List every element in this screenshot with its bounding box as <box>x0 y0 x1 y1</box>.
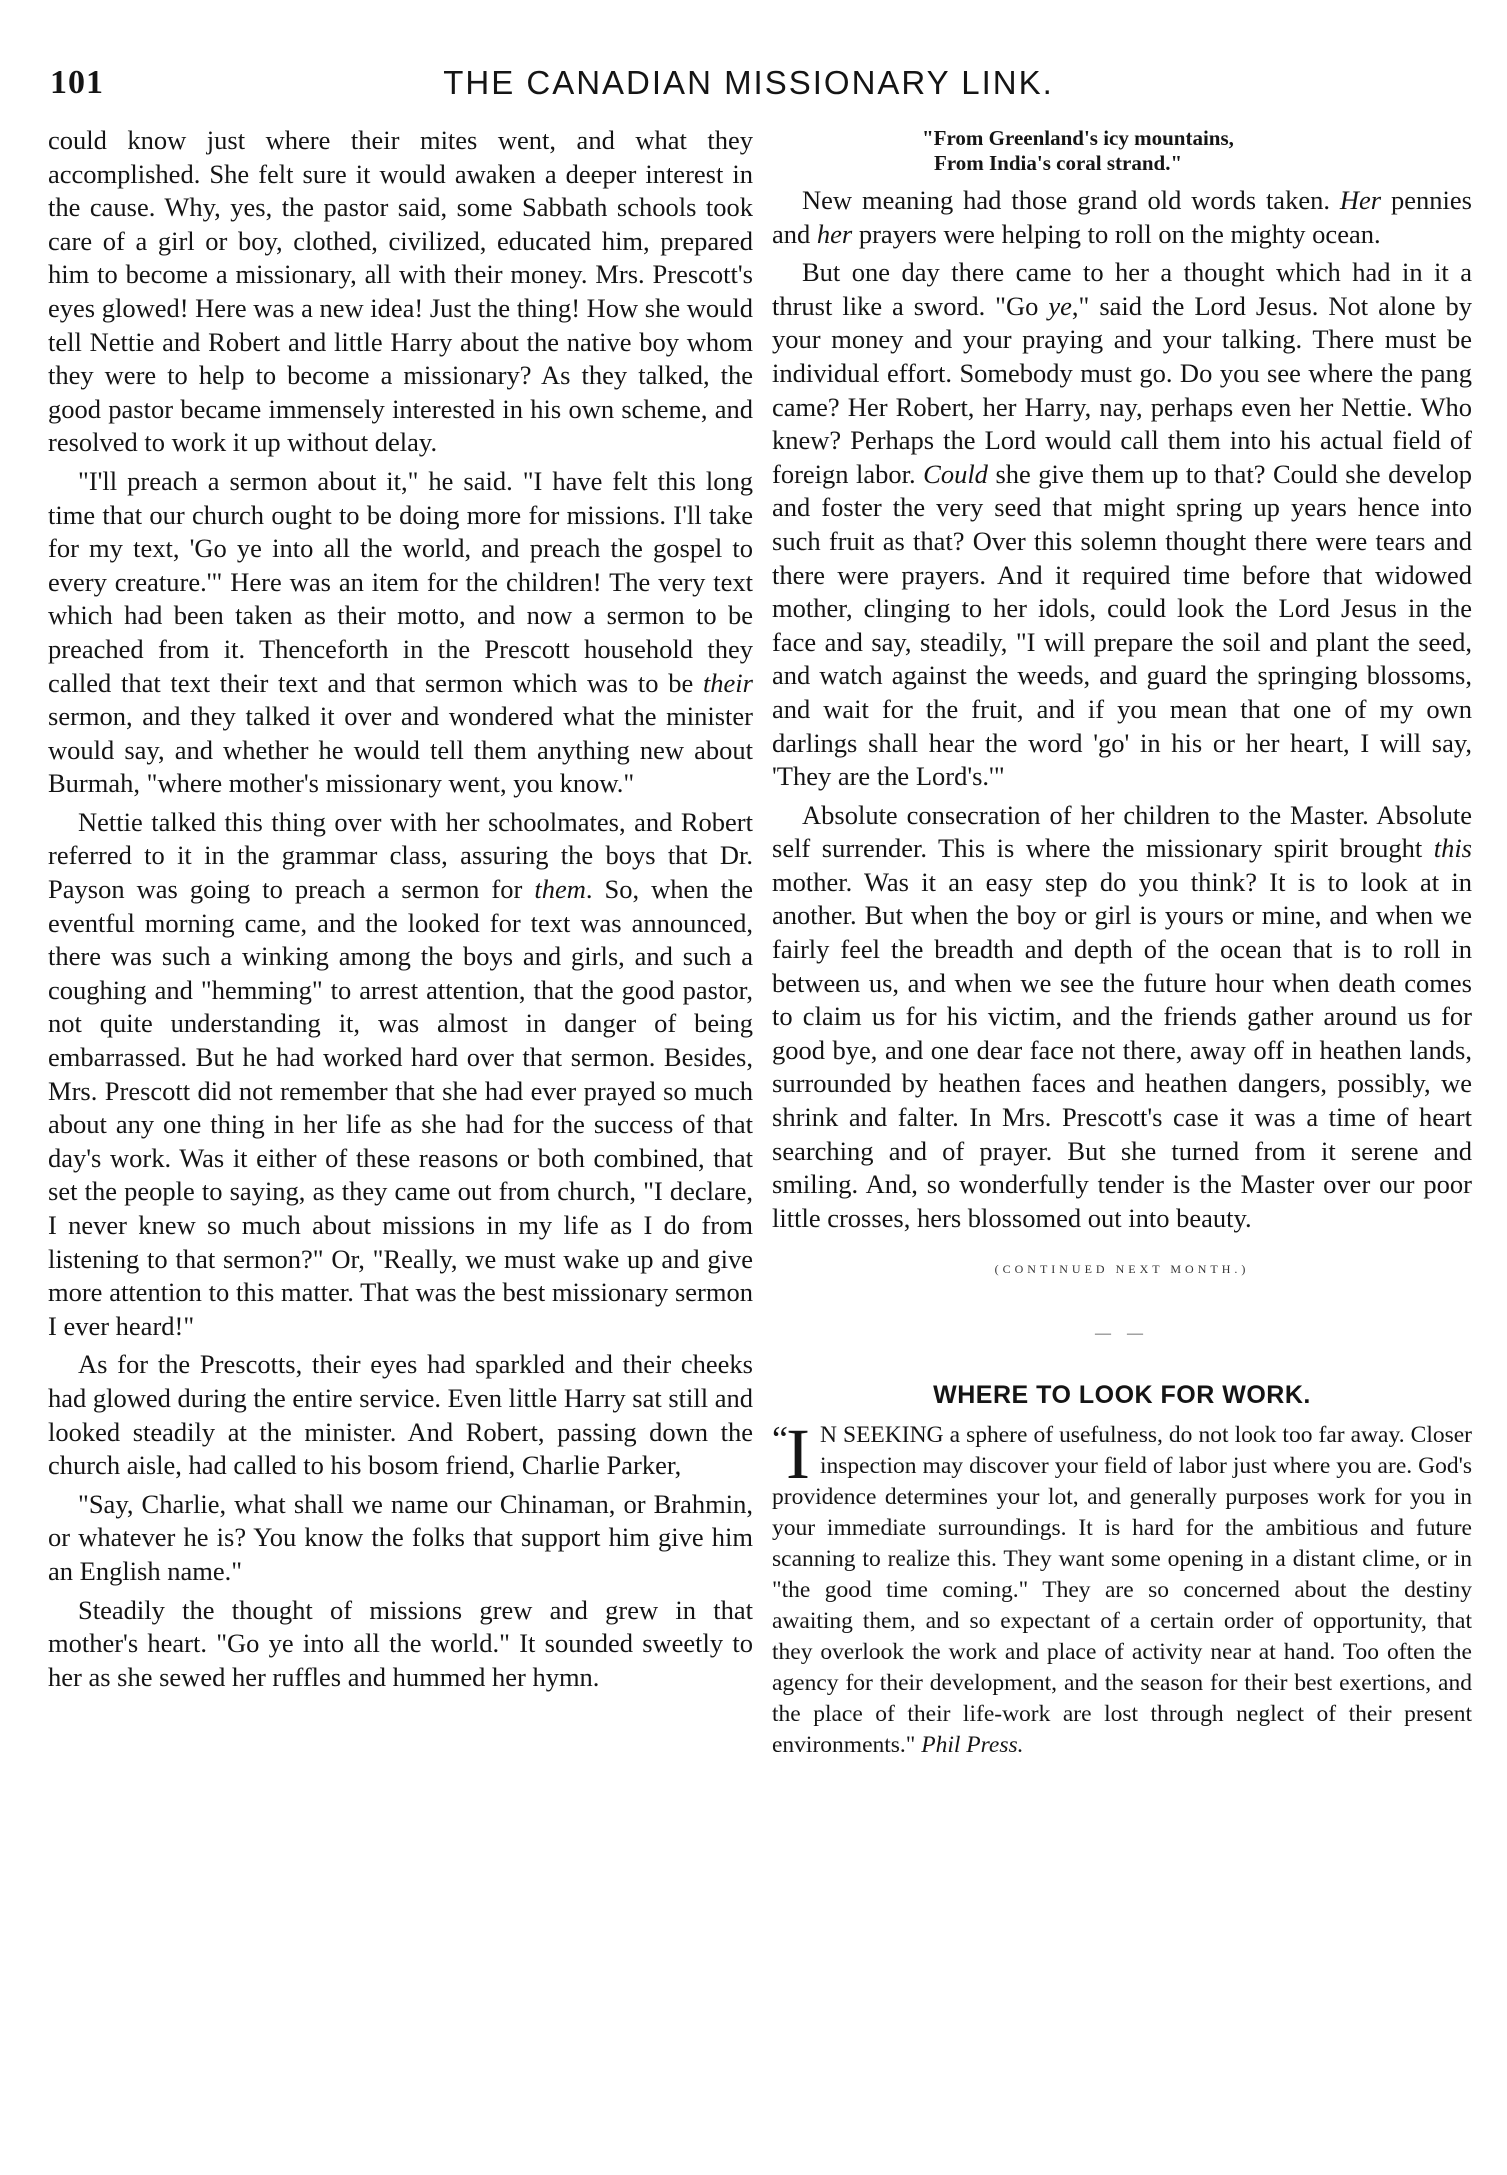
poem-line-1: "From Greenland's icy mountains, <box>922 126 1234 150</box>
right-paragraph-3-text: Absolute consecration of her children to the Master. Absolute self surrender. This is where the missionary spirit brought <box>772 799 1472 864</box>
right-paragraph-2-text: But one day there came to her a thought which had in it a thrust like a sword. "Go <box>772 257 1472 321</box>
left-column <box>48 124 753 1694</box>
poem-quote <box>772 126 1472 176</box>
article-2-body: N SEEKING a sphere of usefulness, do not look too far away. Closer inspection may discover your field of labor just where you are. God's providence determines your lot, and generally purposes work for you in your immediate surroundings. It is hard for the ambitious and future scanning to realize this. They want some opening in a distant clime, or in "the good time coming." They are so concerned about the destiny awaiting them, and so expectant of a certain order of opportunity, that they overlook the work and place of activity near at hand. Too often the agency for their development, and the season for their best exertions, and the place of their life-work are lost through neglect of their present environments." <box>772 1422 1472 1759</box>
right-paragraph-3-end: mother. Was it an easy step do you think? It is to look at in another. But when the boy or girl is yours or mine, and when we fairly feel the breadth and depth of the ocean that is to roll in between us, and when we see the future hour when death comes to claim us for his victim, and the friends gather around us for good bye, and one dear face not there, away off in heathen lands, surrounded by heathen faces and heathen dangers, possibly, we shrink and falter. In Mrs. Prescott's case it was a time of heart searching and of prayer. But she turned from it serene and smiling. And, so wonderfully tender is the Master over our poor little crosses, hers blossomed out into beauty. <box>772 866 1472 1233</box>
right-paragraph-3-emphasis: this <box>1433 833 1472 864</box>
right-paragraph-2-end: she give them up to that? Could she develop and foster the very seed that might spring up years hence into such fruit as that? Over this solemn thought there were tears and there were prayers. And it required time before that widowed mother, clinging to her idols, could look the Lord Jesus in the face and say, steadily, "I will prepare the soil and plant the seed, and watch against the weeds, and guard the springing blossoms, and wait for the fruit, and if you mean that one of my own darlings shall hear the word 'go' in his or her heart, I will say, 'They are the Lord's.'" <box>772 458 1472 792</box>
right-paragraph-1-emphasis-1: Her <box>1339 185 1382 215</box>
page-header <box>50 62 1447 114</box>
drop-cap <box>772 1414 810 1495</box>
page-number: 101 <box>50 64 104 101</box>
left-paragraph-2-emphasis: their <box>702 667 753 698</box>
right-paragraph-2-emphasis-2: Could <box>923 458 988 489</box>
article-2-paragraph <box>772 1414 1472 1761</box>
left-paragraph-2 <box>48 465 753 801</box>
section-divider: — — <box>1095 1325 1149 1342</box>
right-paragraph-1-text: New meaning had those grand old words taken. <box>802 185 1340 215</box>
left-paragraph-3 <box>48 806 753 1344</box>
left-paragraph-6: Steadily the thought of missions grew and grew in that mother's heart. "Go ye into all the world." It sounded sweetly to her as she sewed her ruffles and hummed her hymn. <box>48 1594 753 1692</box>
right-paragraph-2 <box>772 256 1472 794</box>
article-heading: WHERE TO LOOK FOR WORK. <box>933 1380 1311 1409</box>
right-paragraph-1-end: prayers were helping to roll on the mighty ocean. <box>852 218 1381 249</box>
continued-notice: (CONTINUED NEXT MONTH.) <box>994 1262 1250 1277</box>
left-paragraph-3-emphasis: them <box>534 874 586 905</box>
left-paragraph-2-text: "I'll preach a sermon about it," he said. "I have felt this long time that our church ought to be doing more for missions. I'll take for my text, 'Go ye into all the world, and preach the gospel to every creature.'" Here was an item for the children! The very text which had been taken as their motto, and now a sermon to be preached from it. Thenceforth in the Prescott household they called that text their text and that sermon which was to be <box>48 465 753 698</box>
poem-line-2: From India's coral strand." <box>934 151 1183 175</box>
right-paragraph-2-text-2: ," said the Lord Jesus. Not alone by your money and your praying and your talking. There must be individual effort. Somebody must go. Do you see where the pang came? Her Robert, her Harry, nay, perhaps even her Nettie. Who knew? Perhaps the Lord would call them into his actual field of foreign labor. <box>772 290 1472 489</box>
open-quote: “ <box>772 1419 788 1460</box>
right-paragraph-1-emphasis-2: her <box>816 218 853 249</box>
left-paragraph-3-end: . So, when the eventful morning came, and the looked for text was announced, there was such a winking among the boys and girls, and such a coughing and "hemming" to arrest attention, that the good pastor, not quite understanding it, was almost in danger of being embarrassed. But he had worked hard over that sermon. Besides, Mrs. Prescott did not remember that she had ever prayed so much about any one thing in her life as she had for the success of that day's work. Was it either of these reasons or both combined, that set the people to saying, as they came out from church, "I declare, I never knew so much about missions in my life as I do from listening to that sermon?" Or, "Really, we must wake up and give more attention to this matter. That was the best missionary sermon I ever heard!" <box>48 874 753 1341</box>
left-paragraph-5: "Say, Charlie, what shall we name our Chinaman, or Brahmin, or whatever he is? You know the folks that support him give him an English name." <box>48 1488 753 1586</box>
right-paragraph-1 <box>772 184 1472 251</box>
left-paragraph-3-text: Nettie talked this thing over with her schoolmates, and Robert referred to it in the grammar class, assuring the boys that Dr. Payson was going to preach a sermon for <box>48 806 753 905</box>
left-paragraph-4: As for the Prescotts, their eyes had sparkled and their cheeks had glowed during the entire service. Even little Harry sat still and looked steadily at the minister. And Robert, passing down the church aisle, had called to his bosom friend, Charlie Parker, <box>48 1349 753 1481</box>
magazine-title: THE CANADIAN MISSIONARY LINK. <box>443 64 1054 101</box>
left-paragraph-2-end: sermon, and they talked it over and wondered what the minister would say, and whether he would tell them anything new about Burmah, "where mother's missionary went, you know." <box>48 701 753 799</box>
drop-cap-letter: I <box>785 1414 810 1495</box>
right-paragraph-3 <box>772 799 1472 1236</box>
article-2-attribution: Phil Press. <box>921 1732 1024 1759</box>
right-paragraph-1-text-2: pennies and <box>772 185 1472 249</box>
right-paragraph-2-emphasis-1: ye <box>1048 290 1072 321</box>
right-column <box>772 124 1472 1761</box>
left-paragraph-1: could know just where their mites went, and what they accomplished. She felt sure it would awaken a deeper interest in the cause. Why, yes, the pastor said, some Sabbath schools took care of a girl or boy, clothed, civilized, educated him, prepared him to become a missionary, all with their money. Mrs. Prescott's eyes glowed! Here was a new idea! Just the thing! How she would tell Nettie and Robert and little Harry about the native boy whom they were to help to become a missionary? As they talked, the good pastor became immensely interested in his own scheme, and resolved to work it up without delay. <box>48 125 754 458</box>
